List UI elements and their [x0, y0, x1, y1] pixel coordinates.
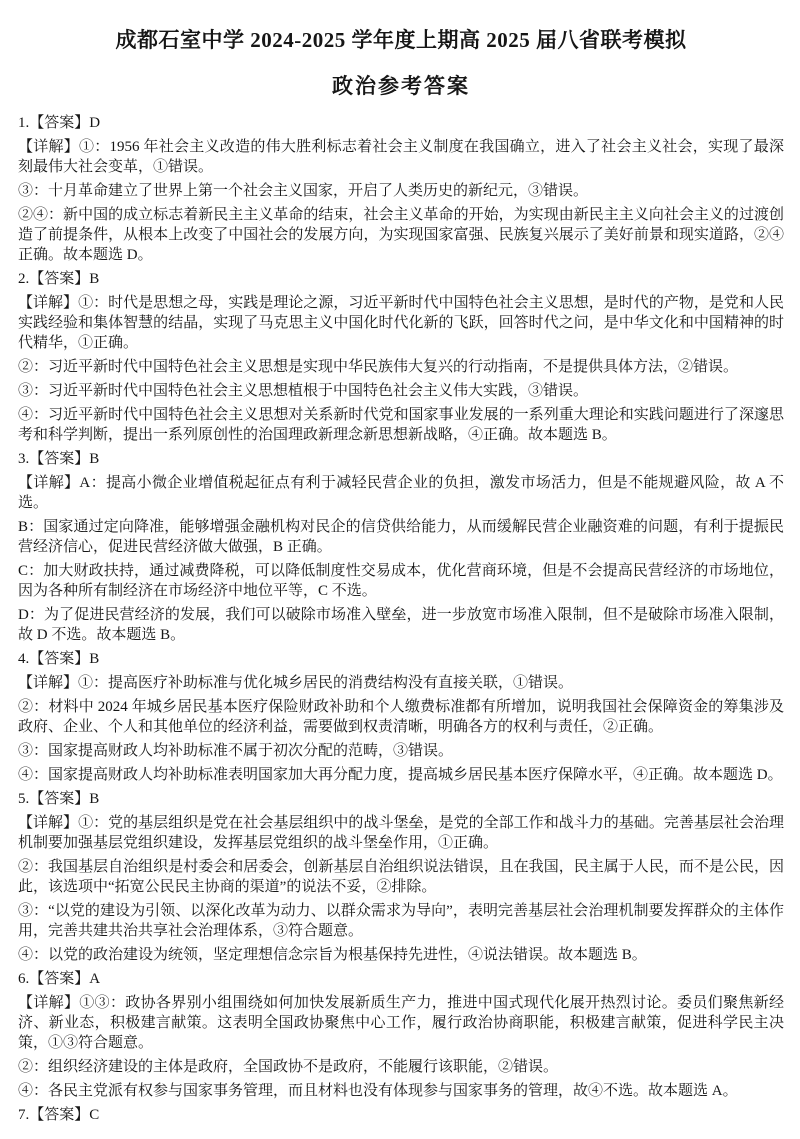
detail-paragraph: 【详解】①：党的基层组织是党在社会基层组织中的战斗堡垒，是党的全部工作和战斗力的基础。完善基层社会治理机制要加强基层党组织建设，发挥基层党组织的战斗堡垒作用，①正确。 [18, 815, 784, 851]
answer-line: 3.【答案】B [18, 451, 100, 467]
document-title: 成都石室中学 2024-2025 学年度上期高 2025 届八省联考模拟 [115, 28, 687, 52]
answer-line: 6.【答案】A [18, 971, 101, 987]
answer-line: 7.【答案】C [18, 1107, 100, 1123]
detail-paragraph: ③：十月革命建立了世界上第一个社会主义国家，开启了人类历史的新纪元，③错误。 [18, 183, 589, 199]
document-subtitle: 政治参考答案 [332, 74, 470, 98]
detail-paragraph: ②：组织经济建设的主体是政府，全国政协不是政府，不能履行该职能，②错误。 [18, 1059, 559, 1075]
detail-paragraph: ④：各民主党派有权参与国家事务管理，而且材料也没有体现参与国家事务的管理，故④不选。故本题选 A。 [18, 1083, 738, 1099]
answer-line: 4.【答案】B [18, 651, 100, 667]
detail-paragraph: B：国家通过定向降准，能够增强金融机构对民企的信贷供给能力，从而缓解民营企业融资难的问题，有利于提振民营经济信心，促进民营经济做大做强，B 正确。 [18, 519, 784, 555]
detail-paragraph: ③：“以党的建设为引领、以深化改革为动力、以群众需求为导向”，表明完善基层社会治理机制要发挥群众的主体作用，完善共建共治共享社会治理体系，③符合题意。 [18, 903, 784, 939]
detail-paragraph: ④：国家提高财政人均补助标准表明国家加大再分配力度，提高城乡居民基本医疗保障水平，④正确。故本题选 D。 [18, 767, 783, 783]
detail-paragraph: 【详解】①：时代是思想之母，实践是理论之源，习近平新时代中国特色社会主义思想，是时代的产物，是党和人民实践经验和集体智慧的结晶，实现了马克思主义中国化时代化新的飞跃，回答时代之问，是中华文化和中国精神的时代精华，①正确。 [18, 295, 784, 351]
detail-paragraph: 【详解】①③：政协各界别小组围绕如何加快发展新质生产力，推进中国式现代化展开热烈讨论。委员们聚焦新经济、新业态，积极建言献策。这表明全国政协聚焦中心工作，履行政治协商职能，积极建言献策，促进科学民主决策，①③符合题意。 [18, 995, 784, 1051]
detail-paragraph: ②：材料中 2024 年城乡居民基本医疗保险财政补助和个人缴费标准都有所增加，说明我国社会保障资金的筹集涉及政府、企业、个人和其他单位的经济利益，需要做到权责清晰，明确各方的权利与责任，②正确。 [18, 699, 784, 735]
detail-paragraph: ④：以党的政治建设为统领，坚定理想信念宗旨为根基保持先进性，④说法错误。故本题选 B。 [18, 947, 647, 963]
detail-paragraph: 【详解】①：1956 年社会主义改造的伟大胜利标志着社会主义制度在我国确立，进入了社会主义社会，实现了最深刻最伟大社会变革，①错误。 [18, 139, 784, 175]
answer-line: 2.【答案】B [18, 271, 100, 287]
detail-paragraph: ④：习近平新时代中国特色社会主义思想对关系新时代党和国家事业发展的一系列重大理论和实践问题进行了深邃思考和科学判断，提出一系列原创性的治国理政新理念新思想新战略，④正确。故本题选 B。 [18, 407, 784, 443]
detail-paragraph: C：加大财政扶持，通过减费降税，可以降低制度性交易成本，优化营商环境，但是不会提高民营经济的市场地位，因为各种所有制经济在市场经济中地位平等，C 不选。 [18, 563, 784, 599]
answers-body [18, 113, 784, 1125]
detail-paragraph: ③：国家提高财政人均补助标准不属于初次分配的范畴，③错误。 [18, 743, 454, 759]
answer-line: 5.【答案】B [18, 791, 100, 807]
detail-paragraph: ②④：新中国的成立标志着新民主主义革命的结束，社会主义革命的开始，为实现由新民主主义向社会主义的过渡创造了前提条件，从根本上改变了中国社会的发展方向，为实现国家富强、民族复兴展示了美好前景和现实道路，②④正确。故本题选 D。 [18, 207, 784, 263]
detail-paragraph: D：为了促进民营经济的发展，我们可以破除市场准入壁垒，进一步放宽市场准入限制，但不是破除市场准入限制，故 D 不选。故本题选 B。 [18, 607, 784, 643]
detail-paragraph: 【详解】①：提高医疗补助标准与优化城乡居民的消费结构没有直接关联，①错误。 [18, 675, 574, 691]
answer-line: 1.【答案】D [18, 115, 101, 131]
detail-paragraph: ③：习近平新时代中国特色社会主义思想植根于中国特色社会主义伟大实践，③错误。 [18, 383, 589, 399]
detail-paragraph: ②：习近平新时代中国特色社会主义思想是实现中华民族伟大复兴的行动指南，不是提供具体方法，②错误。 [18, 359, 739, 375]
detail-paragraph: ②：我国基层自治组织是村委会和居委会，创新基层自治组织说法错误，且在我国，民主属于人民，而不是公民，因此，该选项中“拓宽公民民主协商的渠道”的说法不妥，②排除。 [18, 859, 784, 895]
detail-paragraph: 【详解】A：提高小微企业增值税起征点有利于减轻民营企业的负担，激发市场活力，但是不能规避风险，故 A 不选。 [18, 475, 784, 511]
